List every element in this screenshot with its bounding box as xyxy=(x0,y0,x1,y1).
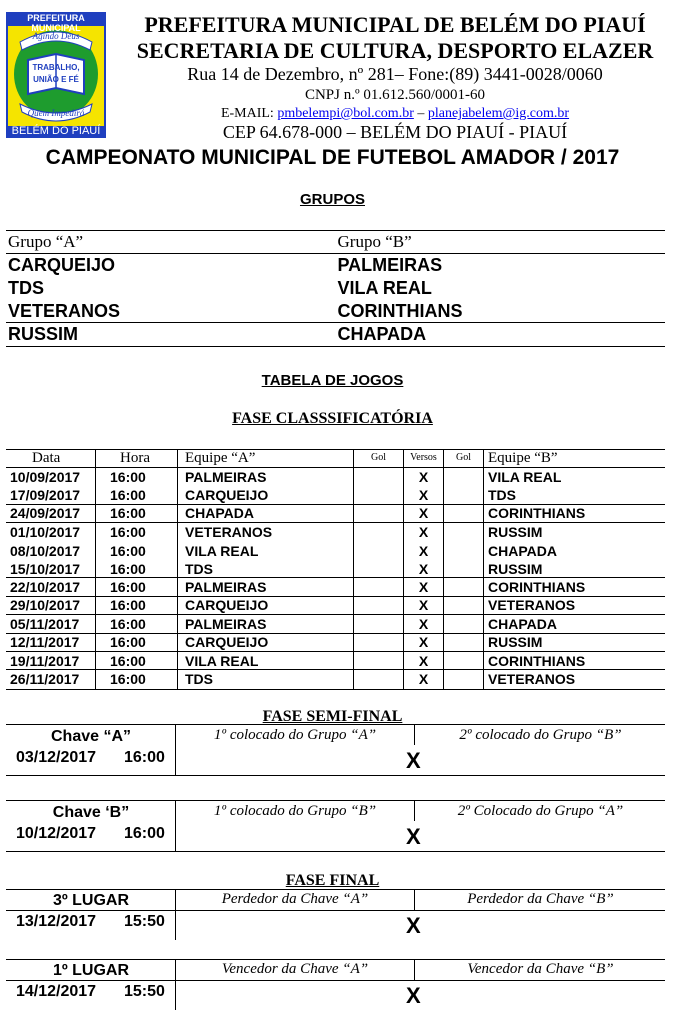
game-row xyxy=(6,578,665,596)
game-versus: X xyxy=(404,523,444,541)
game-date: 10/09/2017 xyxy=(6,468,96,486)
email-separator: – xyxy=(413,106,428,121)
game-versus: X xyxy=(404,505,444,522)
game-team-a: PALMEIRAS xyxy=(178,468,354,486)
group-a-team: RUSSIM xyxy=(8,324,79,344)
phase-title-semifinal: FASE SEMI-FINAL xyxy=(262,708,403,725)
group-b-team: CHAPADA xyxy=(337,324,427,344)
game-date: 08/10/2017 xyxy=(6,542,96,560)
game-date: 01/10/2017 xyxy=(6,523,96,541)
game-goal-b xyxy=(444,652,484,669)
chave-b-team-a: 1º colocado do Grupo “B” xyxy=(213,803,377,819)
chave-b-date: 10/12/2017 xyxy=(16,825,97,842)
game-goal-a xyxy=(354,486,404,503)
logo-ribbon-top: Agindo Deus xyxy=(32,31,80,41)
groups-header-row xyxy=(6,231,665,254)
third-place-date: 13/12/2017 xyxy=(16,913,97,930)
game-team-a: VILA REAL xyxy=(178,652,354,669)
logo-ribbon-bottom: Quem Impedirá xyxy=(27,108,85,118)
game-versus: X xyxy=(404,615,444,632)
header-address: Rua 14 de Dezembro, nº 281– Fone:(89) 3441-0028/0060 xyxy=(187,64,603,84)
game-time: 16:00 xyxy=(96,652,178,669)
phase-title-final: FASE FINAL xyxy=(285,872,380,889)
game-row xyxy=(6,597,665,615)
game-goal-a xyxy=(354,597,404,614)
games-body xyxy=(6,468,665,689)
game-team-b: RUSSIM xyxy=(488,524,543,541)
game-team-a: TDS xyxy=(178,560,354,577)
chave-a-versus: X xyxy=(406,748,421,773)
third-place-time: 15:50 xyxy=(124,913,165,930)
game-versus: X xyxy=(404,578,444,595)
group-a-team: TDS xyxy=(8,278,44,298)
game-date: 26/11/2017 xyxy=(6,670,96,688)
semifinal-chave-a xyxy=(6,724,665,776)
game-goal-a xyxy=(354,670,404,688)
logo-top-text: PREFEITURA MUNICIPAL xyxy=(27,13,85,33)
game-versus: X xyxy=(404,634,444,651)
third-place-label: 3º LUGAR xyxy=(52,892,130,909)
game-time: 16:00 xyxy=(96,560,178,577)
game-team-b: CHAPADA xyxy=(488,615,557,632)
groups-row xyxy=(6,323,665,346)
game-team-a: CHAPADA xyxy=(178,505,354,522)
email-label: E-MAIL: xyxy=(220,106,274,121)
game-row xyxy=(6,670,665,688)
game-row xyxy=(6,505,665,523)
game-team-b: CORINTHIANS xyxy=(488,505,586,522)
game-row xyxy=(6,542,665,560)
games-table xyxy=(6,449,665,690)
game-goal-a xyxy=(354,468,404,486)
groups-title: GRUPOS xyxy=(299,191,365,208)
game-team-a: CARQUEIJO xyxy=(178,597,354,614)
game-row xyxy=(6,486,665,504)
game-team-b: VETERANOS xyxy=(488,597,576,614)
first-place-team-b: Vencedor da Chave “B” xyxy=(467,961,614,977)
header-cnpj: CNPJ n.º 01.612.560/0001-60 xyxy=(304,87,486,103)
game-goal-a xyxy=(354,615,404,632)
game-time: 16:00 xyxy=(96,634,178,651)
chave-a-team-b: 2º colocado do Grupo “B” xyxy=(459,727,622,743)
col-goal-b: Gol xyxy=(444,450,484,467)
game-time: 16:00 xyxy=(96,486,178,503)
game-date: 29/10/2017 xyxy=(6,597,96,614)
third-place-team-a: Perdedor da Chave “A” xyxy=(221,891,369,907)
game-time: 16:00 xyxy=(96,468,178,486)
schedule-title: TABELA DE JOGOS xyxy=(261,372,404,389)
game-date: 05/11/2017 xyxy=(6,615,96,632)
game-team-a: PALMEIRAS xyxy=(178,578,354,595)
game-time: 16:00 xyxy=(96,505,178,522)
third-place-team-b: Perdedor da Chave “B” xyxy=(467,891,614,907)
game-row xyxy=(6,634,665,652)
game-row xyxy=(6,560,665,578)
email-link-1[interactable]: pmbelempi@bol.com.br xyxy=(277,106,414,121)
game-team-b: VILA REAL xyxy=(488,469,562,486)
chave-b-time: 16:00 xyxy=(124,825,165,842)
header-subtitle: SECRETARIA DE CULTURA, DESPORTO ELAZER xyxy=(136,38,654,63)
game-date: 19/11/2017 xyxy=(6,652,96,669)
game-team-b: CHAPADA xyxy=(488,542,557,559)
game-goal-a xyxy=(354,652,404,669)
game-time: 16:00 xyxy=(96,670,178,688)
group-a-team: CARQUEIJO xyxy=(8,255,116,275)
game-team-b: CORINTHIANS xyxy=(488,652,586,669)
game-goal-a xyxy=(354,560,404,577)
championship-title: CAMPEONATO MUNICIPAL DE FUTEBOL AMADOR / 2017 xyxy=(45,146,620,169)
game-versus: X xyxy=(404,542,444,560)
groups-row xyxy=(6,277,665,300)
chave-a-time: 16:00 xyxy=(124,749,165,766)
game-goal-b xyxy=(444,486,484,503)
game-team-a: CARQUEIJO xyxy=(178,486,354,503)
header-cep: CEP 64.678-000 – BELÉM DO PIAUÍ - PIAUÍ xyxy=(222,122,568,142)
game-team-a: VILA REAL xyxy=(178,542,354,560)
header-email-line xyxy=(110,106,680,122)
game-goal-b xyxy=(444,523,484,541)
game-goal-a xyxy=(354,523,404,541)
game-goal-b xyxy=(444,670,484,688)
game-time: 16:00 xyxy=(96,597,178,614)
game-date: 24/09/2017 xyxy=(6,505,96,522)
header-title: PREFEITURA MUNICIPAL DE BELÉM DO PIAUÍ xyxy=(144,12,646,37)
game-versus: X xyxy=(404,670,444,688)
chave-a-team-a: 1º colocado do Grupo “A” xyxy=(213,727,377,743)
col-versus: Versos xyxy=(404,450,444,467)
final-first-place xyxy=(6,959,665,1010)
col-goal-a: Gol xyxy=(354,450,404,467)
col-time: Hora xyxy=(96,450,178,467)
game-versus: X xyxy=(404,560,444,577)
game-versus: X xyxy=(404,468,444,486)
chave-b-versus: X xyxy=(406,824,421,849)
game-goal-b xyxy=(444,597,484,614)
games-header-row xyxy=(6,450,665,468)
semifinal-chave-b xyxy=(6,800,665,852)
game-team-b: CORINTHIANS xyxy=(488,579,586,596)
game-time: 16:00 xyxy=(96,523,178,541)
game-time: 16:00 xyxy=(96,615,178,632)
game-date: 15/10/2017 xyxy=(6,560,96,577)
game-team-a: PALMEIRAS xyxy=(178,615,354,632)
first-place-time: 15:50 xyxy=(124,983,165,1000)
game-date: 22/10/2017 xyxy=(6,578,96,595)
chave-a-label: Chave “A” xyxy=(50,728,132,745)
col-team-a: Equipe “A” xyxy=(178,450,354,467)
game-row xyxy=(6,615,665,633)
group-b-team: CORINTHIANS xyxy=(337,300,463,321)
game-time: 16:00 xyxy=(96,542,178,560)
game-row xyxy=(6,468,665,486)
game-team-a: CARQUEIJO xyxy=(178,634,354,651)
game-team-b: RUSSIM xyxy=(488,560,543,577)
game-versus: X xyxy=(404,597,444,614)
groups-row xyxy=(6,300,665,323)
game-team-b: RUSSIM xyxy=(488,634,543,651)
col-date: Data xyxy=(6,450,96,467)
email-link-2[interactable]: planejabelem@ig.com.br xyxy=(427,106,570,121)
first-place-team-a: Vencedor da Chave “A” xyxy=(221,961,369,977)
first-place-date: 14/12/2017 xyxy=(16,983,97,1000)
third-place-versus: X xyxy=(406,913,421,938)
group-b-header: Grupo “B” xyxy=(337,232,412,251)
chave-b-label: Chave ‘B” xyxy=(52,804,130,821)
game-goal-b xyxy=(444,468,484,486)
group-b-team: PALMEIRAS xyxy=(337,255,443,275)
group-a-team: VETERANOS xyxy=(8,300,121,321)
game-date: 12/11/2017 xyxy=(6,634,96,651)
chave-b-team-b: 2º Colocado do Grupo “A” xyxy=(457,803,624,819)
groups-row xyxy=(6,254,665,277)
groups-table xyxy=(6,230,665,347)
municipal-logo xyxy=(6,12,106,138)
game-row xyxy=(6,652,665,670)
chave-a-date: 03/12/2017 xyxy=(16,749,97,766)
final-third-place xyxy=(6,889,665,940)
game-team-b: VETERANOS xyxy=(488,671,576,688)
phase-title-classification: FASE CLASSSIFICATÓRIA xyxy=(232,410,433,427)
game-row xyxy=(6,523,665,541)
game-goal-b xyxy=(444,578,484,595)
col-team-b: Equipe “B” xyxy=(488,450,558,466)
game-goal-b xyxy=(444,542,484,560)
game-team-b: TDS xyxy=(488,487,516,504)
game-goal-b xyxy=(444,505,484,522)
game-goal-a xyxy=(354,542,404,560)
game-versus: X xyxy=(404,652,444,669)
game-versus: X xyxy=(404,486,444,503)
game-goal-b xyxy=(444,560,484,577)
game-goal-a xyxy=(354,634,404,651)
logo-bottom-text: BELÉM DO PIAUÍ xyxy=(11,125,101,137)
first-place-versus: X xyxy=(406,983,421,1008)
game-time: 16:00 xyxy=(96,578,178,595)
game-goal-b xyxy=(444,634,484,651)
group-b-team: VILA REAL xyxy=(337,278,432,298)
game-team-a: VETERANOS xyxy=(178,523,354,541)
game-team-a: TDS xyxy=(178,670,354,688)
logo-book-text: TRABALHO, UNIÃO E FÉ xyxy=(32,63,80,84)
game-date: 17/09/2017 xyxy=(6,486,96,503)
game-goal-b xyxy=(444,615,484,632)
first-place-label: 1º LUGAR xyxy=(52,962,130,979)
game-goal-a xyxy=(354,578,404,595)
group-a-header: Grupo “A” xyxy=(8,232,84,251)
game-goal-a xyxy=(354,505,404,522)
